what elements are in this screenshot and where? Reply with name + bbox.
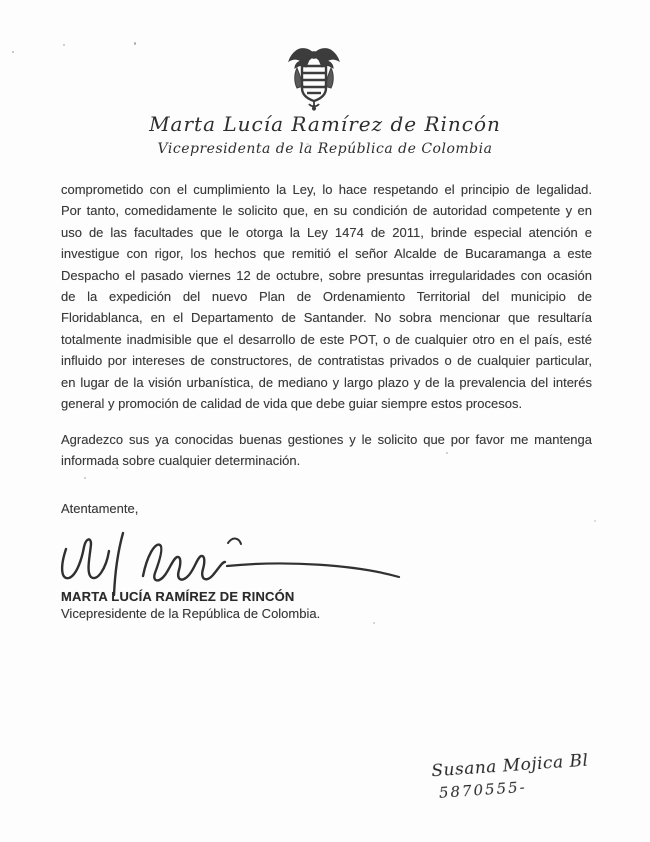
scan-speck — [84, 477, 86, 479]
colombia-coat-of-arms-icon — [287, 46, 341, 112]
scan-speck — [594, 520, 596, 522]
scan-speck — [12, 51, 14, 53]
body-line: investigue con rigor, los hechos que remitió el señor Alcalde de Bucaramanga a este — [61, 246, 592, 262]
handwritten-note-name: Susana Mojica Bl — [430, 750, 590, 782]
body-paragraph-2 — [61, 429, 592, 472]
body-line: en lugar de la visión urbanística, de mediano y largo plazo y de la prevalencia del interés — [61, 374, 592, 390]
scan-speck — [63, 44, 65, 46]
scan-speck — [373, 622, 375, 624]
body-line: general y promoción de calidad de vida que debe guiar siempre estos procesos. — [61, 396, 523, 412]
closing-salutation: Atentamente, — [61, 501, 139, 516]
body-line: Floridablanca, en el Departamento de Santander. No sobra mencionar que resultaría — [61, 310, 592, 326]
handwritten-note-phone: 5870555- — [438, 777, 528, 803]
body-line: uso de las facultades que le otorga la Ley 1474 de 2011, brinde especial atención e — [61, 224, 592, 240]
signatory-title: Vicepresidente de la República de Colombia. — [61, 606, 321, 621]
letterhead-title: Vicepresidenta de la República de Colombia — [157, 141, 493, 157]
body-line: Por tanto, comedidamente le solicito que, en su condición de autoridad competente y en — [61, 203, 592, 219]
body-line: influido por intereses de constructores, de contratistas privados o de cualquier particular, — [61, 353, 592, 369]
body-paragraph-1 — [61, 179, 592, 414]
body-line: informada sobre cualquier determinación. — [61, 453, 301, 469]
handwritten-note — [431, 751, 591, 803]
body-line: totalmente inadmisible que el desarrollo de este POT, o de cualquier otro en el país, esté — [61, 331, 592, 347]
body-line: Despacho el pasado viernes 12 de octubre, sobre presuntas irregularidades con ocasión — [61, 267, 592, 283]
body-line: Agradezco sus ya conocidas buenas gestiones y le solicito que por favor me mantenga — [61, 432, 592, 447]
body-line: comprometido con el cumplimiento la Ley, lo hace respetando el principio de legalidad. — [61, 182, 592, 197]
scan-speck — [134, 42, 136, 45]
body-line: de la expedición del nuevo Plan de Ordenamiento Territorial del municipio de — [61, 289, 592, 305]
letterhead-name: Marta Lucía Ramírez de Rincón — [149, 112, 501, 136]
signatory-name: MARTA LUCÍA RAMÍREZ DE RINCÓN — [61, 589, 295, 604]
